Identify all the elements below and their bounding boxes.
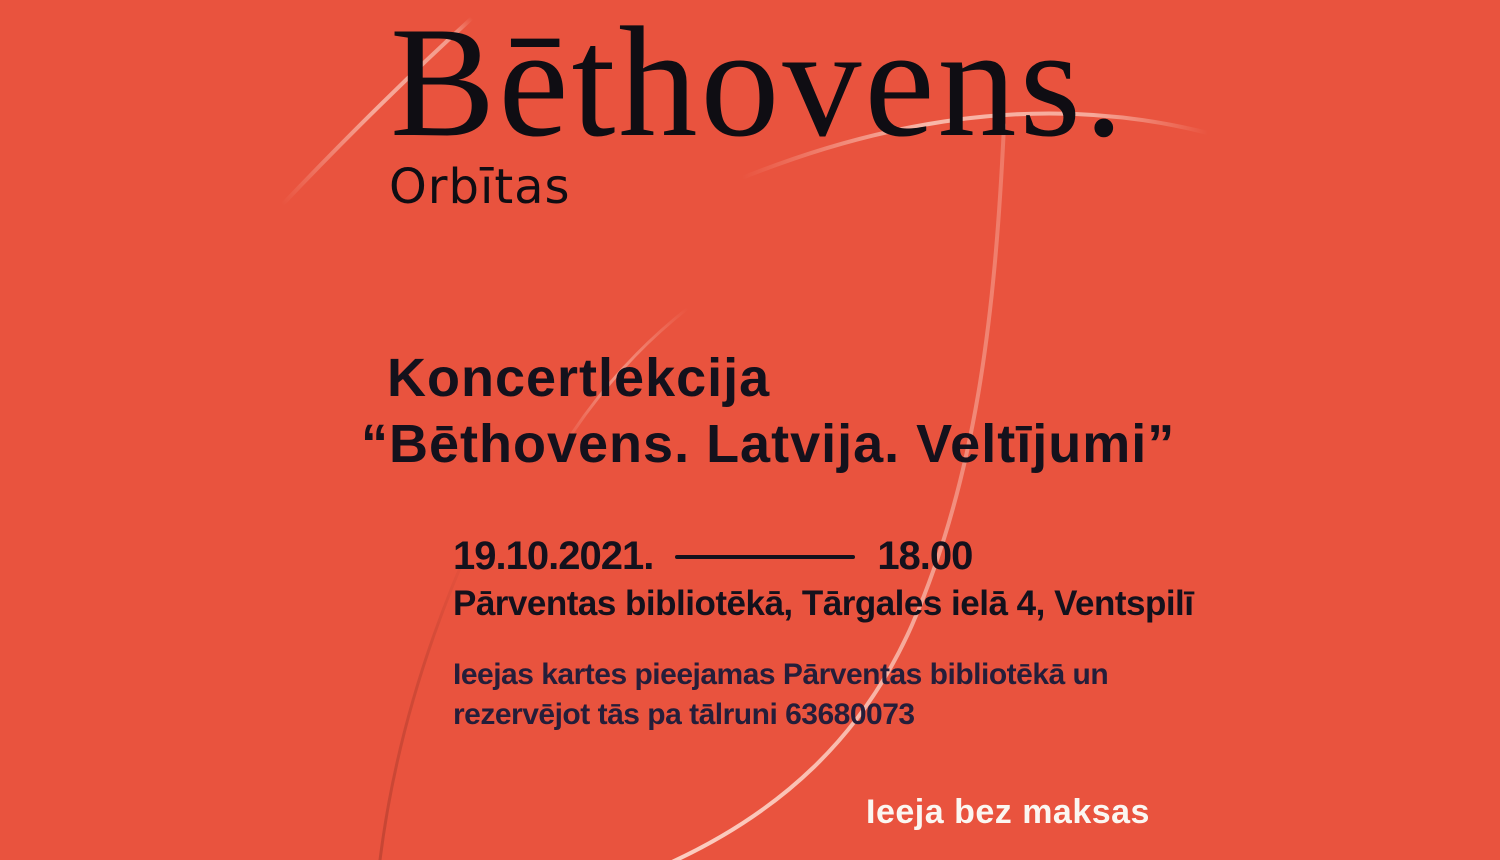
event-venue: Pārventas bibliotēkā, Tārgales ielā 4, Ventspilī: [453, 584, 1194, 623]
event-title-line2: “Bēthovens. Latvija. Veltījumi”: [361, 413, 1176, 474]
ticket-info-line2: rezervējot tās pa tālruni 63680073: [453, 697, 915, 731]
schedule-row: [453, 534, 972, 579]
ticket-info: [453, 655, 1108, 735]
event-title-line1: Koncertlekcija: [387, 348, 771, 408]
ticket-info-line1: Ieejas kartes pieejamas Pārventas bibliotēkā un: [453, 658, 1109, 691]
event-title: [361, 346, 1176, 478]
orbit-arc-descending: [672, 125, 1004, 860]
event-date: 19.10.2021.: [453, 534, 654, 578]
admission-note: Ieeja bez maksas: [866, 793, 1150, 831]
event-time: 18.00: [877, 534, 973, 578]
date-time-separator: [675, 555, 855, 559]
brand-sublogo: Orbītas: [389, 159, 571, 215]
brand-logo: Bēthovens.: [390, 0, 1127, 170]
